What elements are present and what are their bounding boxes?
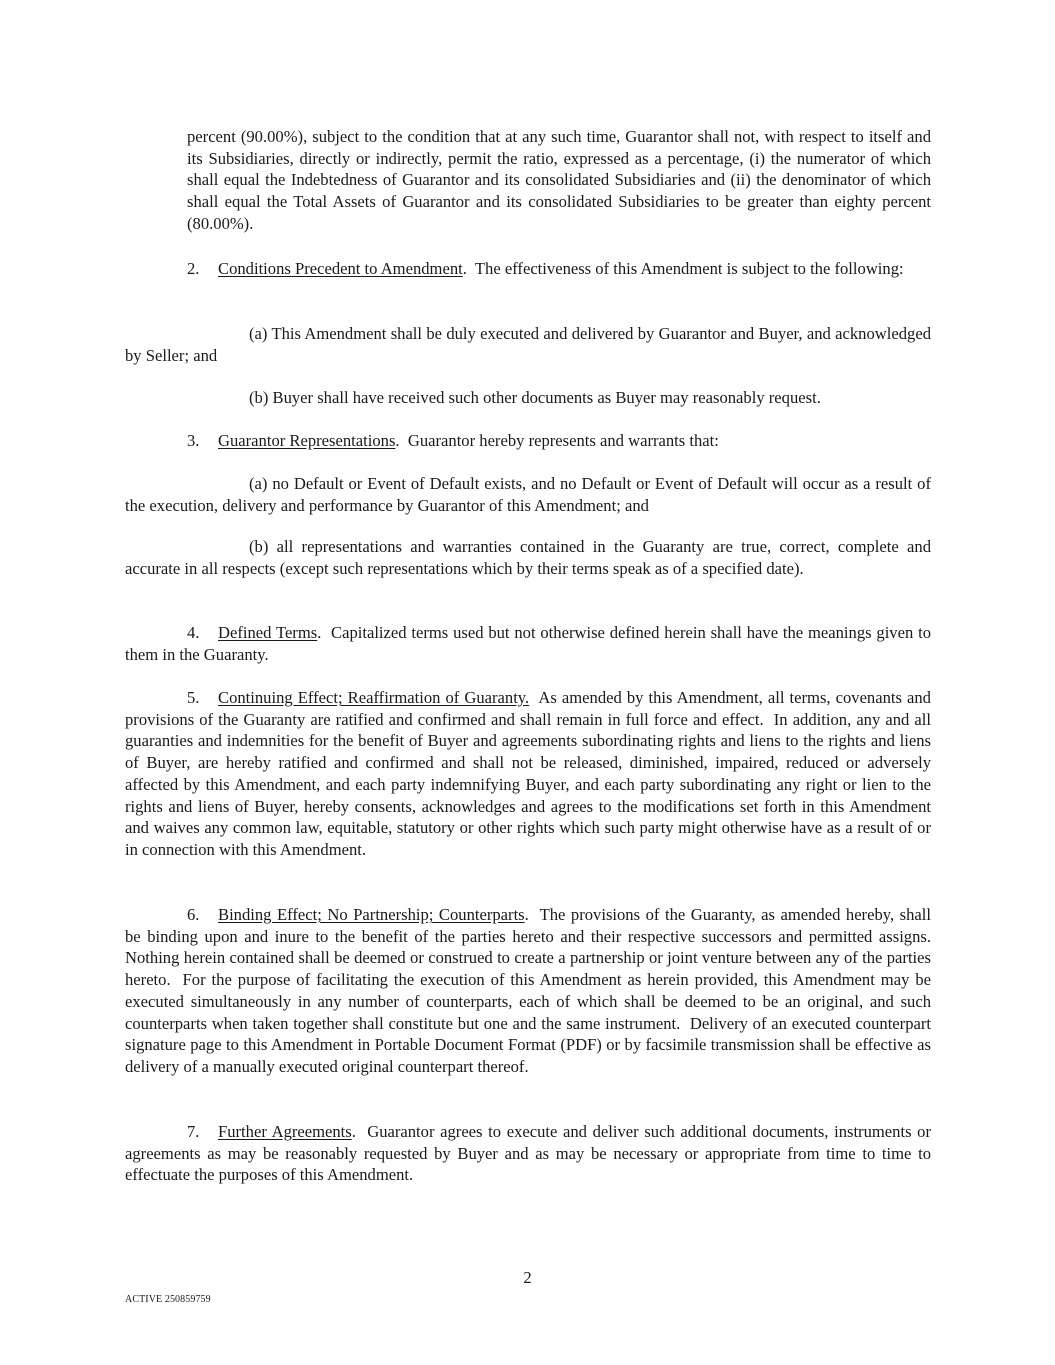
section-5-paragraph: [125, 687, 936, 861]
section-body: Guarantor agrees to execute and deliver such additional documents, instruments or agreements as may be reasonably requested by Buyer and as may be necessary or appropriate from time to time to effectuate the purposes of this Amendment.: [125, 1122, 936, 1185]
section-number: 4.: [187, 623, 200, 642]
page-number: 2: [523, 1268, 532, 1287]
subsection-text: This Amendment shall be duly executed and delivered by Guarantor and Buyer, and acknowledged by Seller; and: [125, 324, 936, 365]
heading-suffix: .: [395, 431, 400, 450]
heading-suffix: .: [351, 1122, 356, 1141]
section-number: 3.: [187, 431, 200, 450]
subsection-2b: [125, 387, 931, 409]
section-number: 2.: [187, 259, 200, 278]
section-body: As amended by this Amendment, all terms, covenants and provisions of the Guaranty are ratified and confirmed and shall remain in full force and effect. In addition, any and all guaranties and indemnities for the benefit of Buyer and agreements subordinating rights and liens to the rights and liens of Buyer, are hereby ratified and confirmed and shall not be released, diminished, impaired, reduced or adversely affected by this Amendment, and each party indemnifying Buyer, and each party subordinating any right or lien to the rights and liens of Buyer, hereby consents, acknowledges and agrees to the modifications set forth in this Amendment and waives any common law, equitable, statutory or other rights which such party might otherwise have as a result of or in connection with this Amendment.: [125, 688, 936, 859]
subsection-text: no Default or Event of Default exists, and no Default or Event of Default will occur as a result of the execution, delivery and performance by Guarantor of this Amendment; and: [125, 474, 936, 515]
subsection-text: Buyer shall have received such other documents as Buyer may reasonably request.: [268, 388, 821, 407]
subsection-label: (b): [249, 537, 269, 556]
section-4-paragraph: [125, 622, 936, 665]
section-7-paragraph: [125, 1121, 936, 1186]
section-heading: Continuing Effect; Reaffirmation of Guaranty.: [218, 688, 530, 707]
subsection-3a: [125, 473, 936, 516]
section-body: Guarantor hereby represents and warrants that:: [399, 431, 719, 450]
subsection-label: (a): [249, 324, 268, 343]
heading-suffix: .: [524, 905, 529, 924]
section-number: 6.: [187, 905, 200, 924]
subsection-label: (a): [249, 474, 268, 493]
subsection-2a: [125, 323, 936, 366]
section-heading: Further Agreements: [218, 1122, 352, 1141]
heading-suffix: .: [317, 623, 322, 642]
section-body: The effectiveness of this Amendment is subject to the following:: [466, 259, 904, 278]
section-heading: Binding Effect; No Partnership; Counterparts: [218, 905, 525, 924]
section-3-paragraph: [125, 430, 931, 452]
heading-suffix: .: [462, 259, 467, 278]
subsection-label: (b): [249, 388, 269, 407]
continuation-paragraph: percent (90.00%), subject to the condition that at any such time, Guarantor shall not, with respect to itself and its Subsidiaries, directly or indirectly, permit the ratio, expressed as a percentage, (i) the numerator of which shall equal the Indebtedness of Guarantor and its consolidated Subsidiaries and (ii) the denominator of which shall equal the Total Assets of Guarantor and its consolidated Subsidiaries to be greater than eighty percent (80.00%).: [187, 127, 931, 233]
section-number: 5.: [187, 688, 200, 707]
section-6-paragraph: [125, 904, 940, 1078]
document-id: ACTIVE 250859759: [125, 1294, 211, 1305]
section-number: 7.: [187, 1122, 200, 1141]
section-body: The provisions of the Guaranty, as amended hereby, shall be binding upon and inure to the benefit of the parties hereto and their respective successors and permitted assigns. Nothing herein contained shall be deemed or construed to create a partnership or joint venture between any of the parties hereto. For the purpose of facilitating the execution of this Amendment as herein provided, this Amendment may be executed simultaneously in any number of counterparts, each of which shall be deemed to be an original, and such counterparts when taken together shall constitute but one and the same instrument. Delivery of an executed counterpart signature page to this Amendment in Portable Document Format (PDF) or by facsimile transmission shall be effective as delivery of a manually executed original counterpart thereof.: [125, 905, 940, 1076]
section-body: Capitalized terms used but not otherwise defined herein shall have the meanings given to them in the Guaranty.: [125, 623, 936, 664]
section-2-paragraph: [125, 258, 931, 280]
section-heading: Conditions Precedent to Amendment: [218, 259, 463, 278]
subsection-text: all representations and warranties contained in the Guaranty are true, correct, complete and accurate in all respects (except such representations which by their terms speak as of a specified date).: [125, 537, 931, 578]
section-heading: Guarantor Representations: [218, 431, 396, 450]
section-heading: Defined Terms: [218, 623, 318, 642]
subsection-3b: [125, 536, 931, 579]
